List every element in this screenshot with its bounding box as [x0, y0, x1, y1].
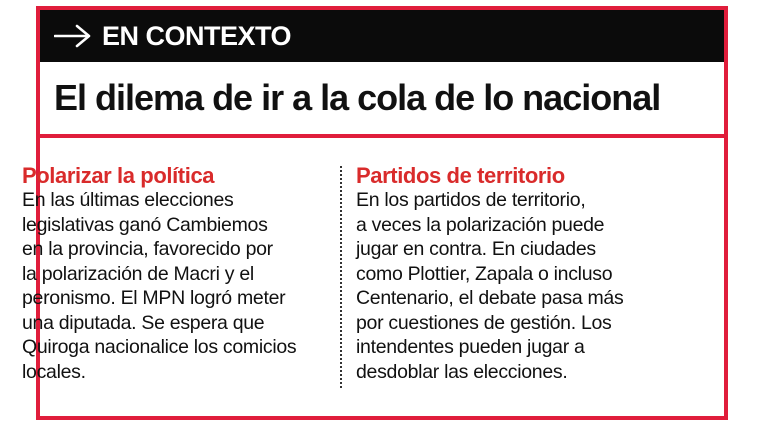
column-polarizar: [22, 164, 338, 384]
title-row: [40, 62, 724, 138]
section-kicker: EN CONTEXTO: [102, 20, 292, 51]
column-divider: [340, 166, 342, 388]
column-heading: Partidos de territorio: [356, 163, 565, 188]
arrow-right-icon: [54, 24, 92, 48]
column-heading: Polarizar la política: [22, 163, 215, 188]
column-partidos: [356, 164, 674, 384]
header-bar: [40, 10, 724, 62]
column-body: En las últimas elecciones legislativas ganó Cambiemos en la provincia, favorecido por la polarización de Macri y el peronismo. El MPN logró meter una diputada. Se espera que Quiroga nacionalice los comicios locales.: [22, 189, 297, 383]
headline: El dilema de ir a la cola de lo nacional: [54, 77, 661, 118]
column-body: En los partidos de territorio, a veces la polarización puede jugar en contra. En ciudades como Plottier, Zapala o incluso Centenario, el debate pasa más por cuestiones de gestión. Los intendentes pueden jugar a desdoblar las elecciones.: [356, 189, 624, 383]
